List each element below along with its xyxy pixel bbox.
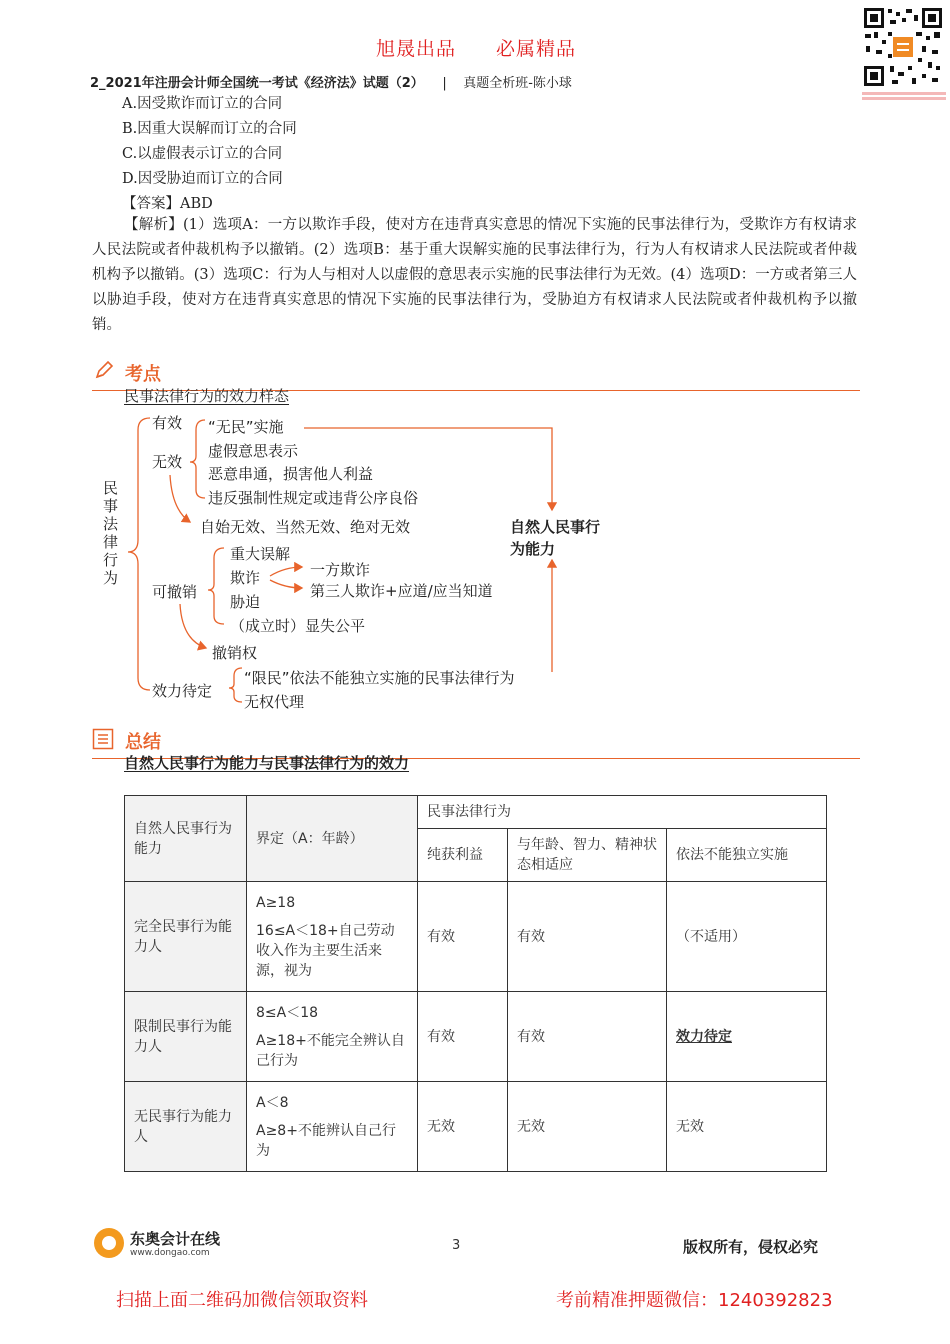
revocable-result-arrow	[180, 604, 206, 648]
diagram-invalid-item: 虚假意思表示	[208, 442, 299, 460]
diagram-pending-item: 无权代理	[244, 693, 305, 711]
row-define	[247, 992, 418, 1082]
row-value: 有效	[508, 882, 667, 992]
row-value: 无效	[508, 1082, 667, 1172]
invalid-result-arrow	[170, 475, 190, 522]
row-name: 完全民事行为能力人	[125, 882, 247, 992]
diagram-revocable-item: 欺诈	[230, 569, 261, 587]
fraud-branch-1	[270, 567, 302, 576]
footer-brand-url: www.dongao.com	[130, 1248, 210, 1258]
diagram-revocable-item: 胁迫	[230, 593, 261, 611]
table-row	[125, 882, 827, 992]
subheader-col: 纯获利益	[418, 829, 508, 882]
diagram-invalid: 无效	[152, 453, 183, 471]
option-a: A.因受欺诈而订立的合同	[122, 96, 283, 112]
fraud-branch-2	[270, 580, 302, 588]
row-name: 无民事行为能力人	[125, 1082, 247, 1172]
kaodian-subtitle: 民事法律行为的效力样态	[124, 387, 290, 405]
doc-header-separator: |	[442, 76, 447, 91]
row-define	[247, 882, 418, 992]
root-brace	[128, 418, 150, 690]
diagram-capacity: 自然人民事行为能力	[510, 518, 601, 558]
footer-brand: 东奥会计在线	[130, 1230, 221, 1248]
analysis-paragraph: 【解析】(1）选项A：一方以欺诈手段，使对方在违背真实意思的情况下实施的民事法律行为，受欺诈方有权请求人民法院或者仲裁机构予以撤销。(2）选项B：基于重大误解实施的民事法律行为，行为人有权请求人民法院或者仲裁机构予以撤销。(3）选项C：行为人与相对人以虚假的意思表示实施的民事法律行为无效。(4）选项D：一方或者第三人以胁迫手段，使对方在违背真实意思的情况下实施的民事法律行为，受胁迫方有权请求人民法院或者仲裁机构予以撤销。	[92, 217, 857, 333]
define-line: A＜8	[256, 1094, 289, 1111]
subheader-col: 与年龄、智力、精神状态相适应	[508, 829, 667, 882]
revocable-brace	[208, 548, 224, 624]
table-header-row	[125, 796, 827, 829]
diagram-pending-item: “限民”依法不能独立实施的民事法律行为	[244, 669, 515, 687]
diagram-fraud-branch: 一方欺诈	[310, 561, 371, 579]
footer-promo-right: 考前精准押题微信：1240392823	[556, 1290, 833, 1311]
promo-header-right: 必属精品	[496, 38, 577, 60]
diagram-invalid-item: 恶意串通，损害他人利益	[208, 465, 374, 483]
define-line: A≥8+不能辨认自己行为	[256, 1122, 396, 1159]
diagram-revocable-result: 撤销权	[212, 644, 258, 662]
table-row	[125, 992, 827, 1082]
pending-brace	[229, 668, 242, 702]
option-d: D.因受胁迫而订立的合同	[122, 171, 283, 187]
row-value: 有效	[418, 992, 508, 1082]
diagram-valid: 有效	[152, 414, 183, 432]
subheader-col: 依法不能独立实施	[667, 829, 827, 882]
define-line: 16≤A＜18+自己劳动收入作为主要生活来源，视为	[256, 922, 395, 979]
option-c: C.以虚假表示订立的合同	[122, 146, 283, 162]
define-line: A≥18	[256, 894, 296, 911]
row-value: 有效	[418, 882, 508, 992]
row-value: 效力待定	[667, 992, 827, 1082]
diagram-invalid-item: 违反强制性规定或违背公序良俗	[208, 489, 419, 507]
define-line: A≥18+不能完全辨认自己行为	[256, 1032, 405, 1069]
answer: 【答案】ABD	[122, 196, 213, 212]
list-icon	[92, 728, 114, 750]
header-group: 民事法律行为	[418, 796, 827, 829]
invalid-brace	[190, 420, 205, 498]
diagram-pending: 效力待定	[152, 682, 213, 700]
doc-course: 真题全析班-陈小球	[463, 76, 572, 91]
diagram-revocable-item: （成立时）显失公平	[230, 617, 366, 635]
footer-page-number: 3	[452, 1238, 461, 1253]
zongjie-title: 总结	[125, 732, 161, 753]
define-line: 8≤A＜18	[256, 1004, 319, 1021]
diagram-root: 民事法律行为	[101, 480, 119, 588]
zongjie-subtitle: 自然人民事行为能力与民事法律行为的效力	[124, 754, 410, 772]
footer-promo-left: 扫描上面二维码加微信领取资料	[116, 1290, 368, 1311]
diagram-revocable-item: 重大误解	[230, 545, 291, 563]
option-b: B.因重大误解而订立的合同	[122, 121, 297, 137]
row-value: 有效	[508, 992, 667, 1082]
header-define: 界定（A：年龄）	[247, 796, 418, 882]
promo-header-left: 旭晟出品	[376, 38, 457, 60]
diagram-invalid-item: “无民”实施	[208, 418, 284, 436]
diagram-revocable: 可撤销	[152, 583, 198, 601]
doc-title: 2_2021年注册会计师全国统一考试《经济法》试题（2）	[90, 76, 424, 91]
table-row	[125, 1082, 827, 1172]
footer-copyright: 版权所有，侵权必究	[683, 1238, 819, 1256]
row-value: 无效	[667, 1082, 827, 1172]
header-capacity: 自然人民事行为能力	[125, 796, 247, 882]
summary-table	[124, 795, 827, 1172]
row-define	[247, 1082, 418, 1172]
kaodian-title: 考点	[125, 364, 161, 385]
dongao-logo-inner	[102, 1236, 116, 1250]
row-value: （不适用）	[667, 882, 827, 992]
diagram-invalid-result: 自始无效、当然无效、绝对无效	[200, 518, 411, 536]
row-name: 限制民事行为能力人	[125, 992, 247, 1082]
row-value: 无效	[418, 1082, 508, 1172]
diagram-fraud-branch: 第三人欺诈+应道/应当知道	[310, 582, 493, 600]
